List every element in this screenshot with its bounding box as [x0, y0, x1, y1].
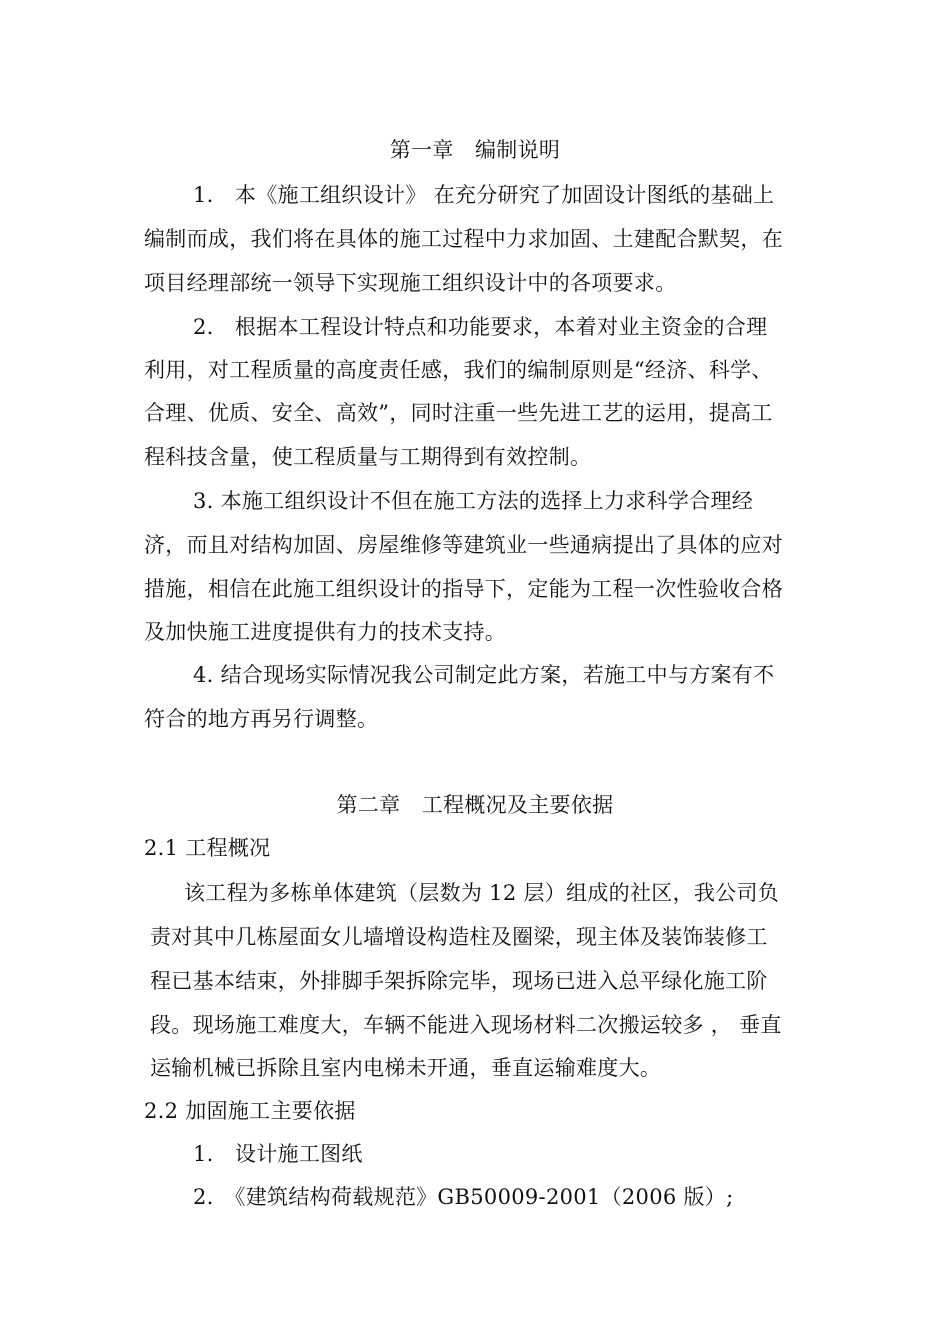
ch1-para2-line1: 2. 根据本工程设计特点和功能要求，本着对业主资金的合理	[193, 315, 768, 339]
sec21-line4: 段。现场施工难度大，车辆不能进入现场材料二次搬运较多 ， 垂直	[150, 1013, 782, 1037]
sec22-item1: 1. 设计施工图纸	[193, 1142, 363, 1166]
ch1-para2-line2: 利用，对工程质量的高度责任感，我们的编制原则是“经济、科学、	[144, 358, 773, 382]
ch1-para2-line3: 合理、优质、安全、高效”，同时注重一些先进工艺的运用，提高工	[144, 401, 773, 425]
section-2-2-heading: 2.2 加固施工主要依据	[144, 1099, 356, 1123]
ch1-para3-line4: 及加快施工进度提供有力的技术支持。	[144, 620, 507, 644]
ch1-para1-line2: 编制而成，我们将在具体的施工过程中力求加固、土建配合默契，在	[144, 227, 783, 251]
sec21-line3: 程已基本结束，外排脚手架拆除完毕，现场已进入总平绿化施工阶	[150, 969, 768, 993]
ch1-para3-line2: 济，而且对结构加固、房屋维修等建筑业一些通病提出了具体的应对	[144, 533, 783, 557]
ch1-para3-line1: 3. 本施工组织设计不但在施工方法的选择上力求科学合理经	[193, 489, 754, 513]
ch1-para4-line1: 4. 结合现场实际情况我公司制定此方案，若施工中与方案有不	[193, 663, 775, 687]
ch1-para2-line4: 程科技含量，使工程质量与工期得到有效控制。	[144, 445, 592, 469]
ch1-para1-line1: 1. 本《施工组织设计》 在充分研究了加固设计图纸的基础上	[193, 183, 775, 207]
chapter-1-title: 第一章 编制说明	[389, 138, 561, 162]
ch1-para1-line3: 项目经理部统一领导下实现施工组织设计中的各项要求。	[144, 271, 677, 295]
chapter-2-title: 第二章 工程概况及主要依据	[336, 793, 614, 817]
sec21-line1: 该工程为多栋单体建筑（层数为 12 层）组成的社区，我公司负	[184, 881, 780, 905]
section-2-1-heading: 2.1 工程概况	[144, 836, 271, 860]
ch1-para4-line2: 符合的地方再另行调整。	[144, 707, 379, 731]
sec21-line2: 责对其中几栋屋面女儿墙增设构造柱及圈梁，现主体及装饰装修工	[150, 925, 768, 949]
sec22-item2: 2. 《建筑结构荷载规范》GB50009-2001（2006 版）;	[193, 1185, 734, 1209]
sec21-line5: 运输机械已拆除且室内电梯未开通，垂直运输难度大。	[150, 1056, 662, 1080]
ch1-para3-line3: 措施，相信在此施工组织设计的指导下，定能为工程一次性验收合格	[144, 577, 783, 601]
